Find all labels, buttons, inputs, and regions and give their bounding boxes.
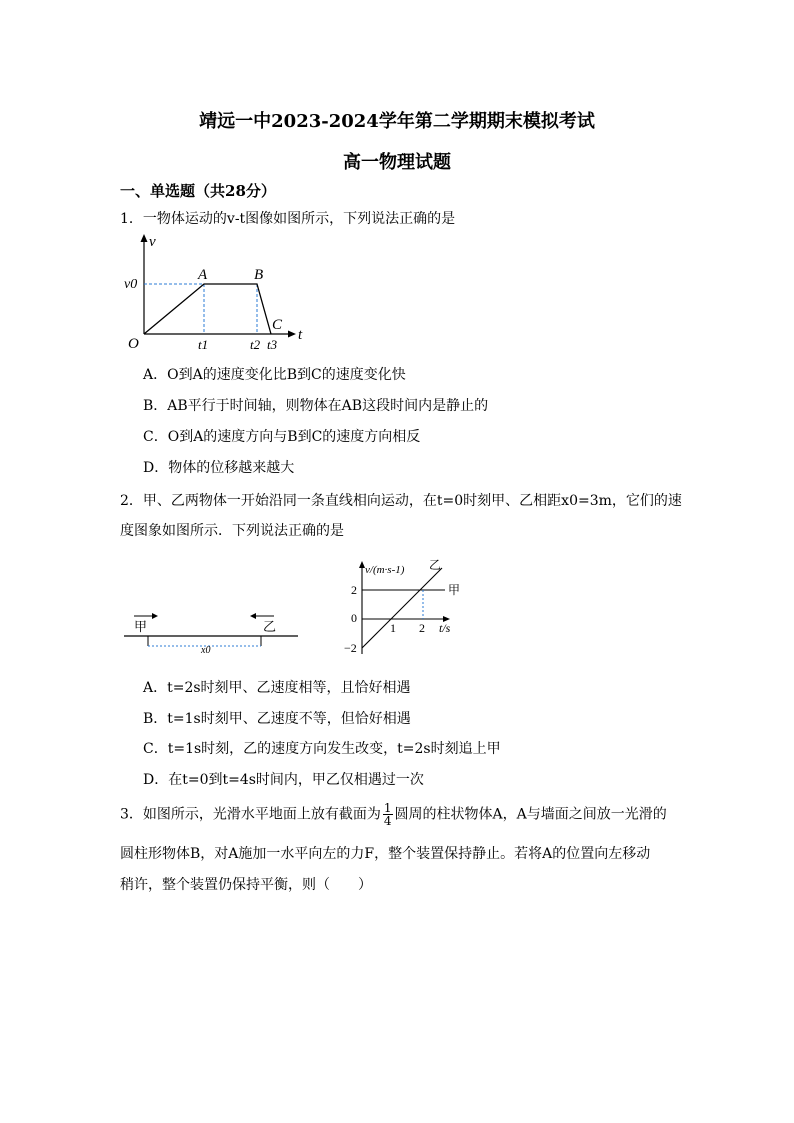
q2-label-x0: x0 — [201, 645, 211, 656]
q2-xlabel: t/s — [439, 621, 451, 635]
q2-stem-line1: 2．甲、乙两物体一开始沿同一条直线相向运动，在t=0时刻甲、乙相距x0=3m，它们的速 — [120, 493, 682, 509]
q1-label-t1: t1 — [198, 337, 209, 352]
q1-label-b: B — [254, 267, 264, 283]
q1-vt-line — [144, 284, 271, 334]
q1-v-arrow — [141, 234, 148, 242]
q1-label-t2: t2 — [250, 337, 261, 352]
q2-stem-line2: 度图象如图所示．下列说法正确的是 — [120, 523, 344, 539]
q1-stem: 1．一物体运动的v-t图像如图所示，下列说法正确的是 — [120, 211, 456, 227]
q2-yi-arrowhead — [250, 613, 256, 619]
q3-fraction-denominator: 4 — [383, 814, 392, 828]
q1-label-a: A — [198, 267, 208, 283]
q2-position-figure — [120, 606, 304, 656]
q1-label-c: C — [272, 317, 283, 333]
q1-vt-graph — [120, 232, 320, 354]
q2-label-yi: 乙 — [429, 558, 442, 572]
q2-vt-graph — [338, 556, 468, 660]
q2-ytick-0: 0 — [351, 611, 357, 625]
q1-option-d: D．物体的位移越来越大 — [143, 460, 295, 476]
q1-label-origin: O — [128, 336, 139, 352]
q2-ylabel: v/(m·s-1) — [365, 564, 405, 576]
q3-line2: 圆柱形物体B，对A施加一水平向左的力F，整个装置保持静止。若将A的位置向左移动 — [120, 846, 651, 862]
q2-label-yi: 乙 — [263, 619, 277, 634]
q3-line1 — [120, 802, 667, 827]
q1-label-t3: t3 — [267, 337, 278, 352]
q1-option-b: B．AB平行于时间轴，则物体在AB这段时间内是静止的 — [143, 398, 489, 414]
q2-ytick-neg2: −2 — [344, 641, 357, 655]
q2-yi-line — [362, 568, 442, 648]
q2-ytick-2: 2 — [351, 583, 357, 597]
exam-title: 靖远一中2023-2024学年第二学期期末模拟考试 — [199, 111, 595, 132]
q3-line1-end: 圆周的柱状物体A，A与墙面之间放一光滑的 — [394, 806, 667, 823]
q3-fraction-numerator: 1 — [383, 801, 392, 815]
q3-line1-start: 3．如图所示，光滑水平地面上放有截面为 — [120, 806, 381, 823]
q2-option-b: B．t=1s时刻甲、乙速度不等，但恰好相遇 — [143, 711, 411, 727]
q2-option-c: C．t=1s时刻，乙的速度方向发生改变，t=2s时刻追上甲 — [143, 741, 501, 757]
q3-fraction — [383, 802, 393, 827]
q2-option-a: A．t=2s时刻甲、乙速度相等，且恰好相遇 — [143, 680, 411, 696]
q1-label-t: t — [298, 327, 303, 343]
q2-option-d: D．在t=0到t=4s时间内，甲乙仅相遇过一次 — [143, 772, 424, 788]
q1-label-v: v — [149, 234, 156, 250]
section-heading: 一、单选题（共28分） — [120, 182, 276, 200]
q2-label-jia: 甲 — [448, 583, 461, 597]
q3-line3: 稍许，整个装置仍保持平衡，则（ ） — [120, 877, 372, 893]
q1-option-c: C．O到A的速度方向与B到C的速度方向相反 — [143, 429, 421, 445]
q2-xtick-1: 1 — [390, 621, 396, 635]
q1-t-arrow — [288, 331, 296, 338]
exam-subtitle: 高一物理试题 — [343, 152, 451, 173]
q2-jia-arrowhead — [152, 613, 158, 619]
q1-option-a: A．O到A的速度变化比B到C的速度变化快 — [143, 367, 406, 383]
q2-label-jia: 甲 — [134, 619, 148, 634]
q2-xtick-2: 2 — [419, 621, 425, 635]
q1-label-v0: v0 — [124, 277, 138, 292]
